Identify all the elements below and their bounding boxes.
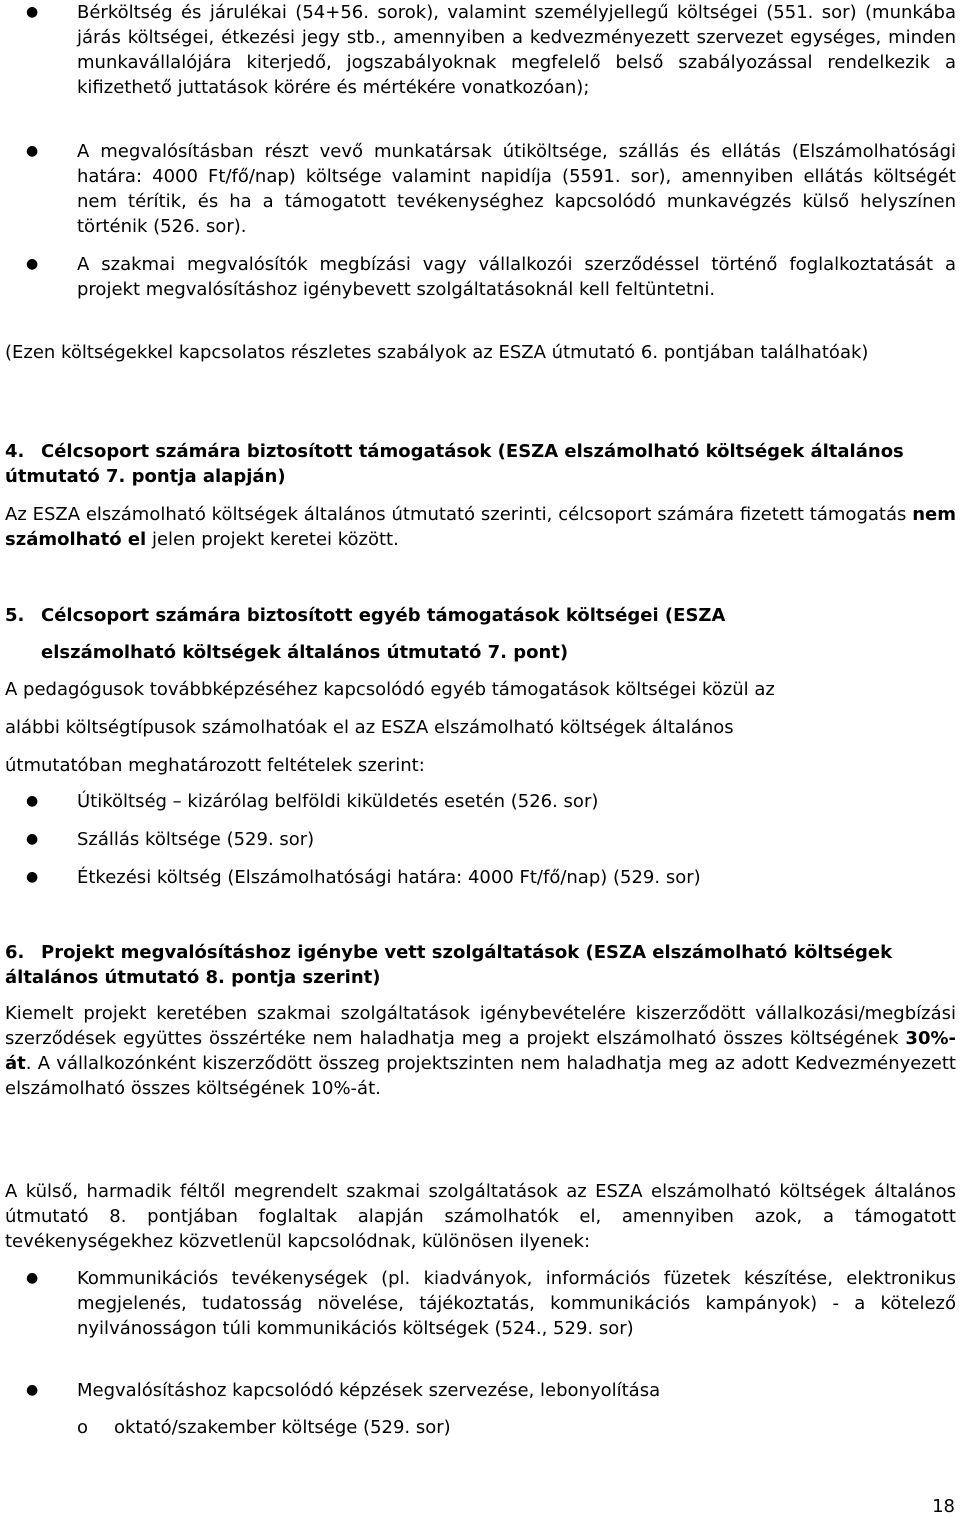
bullet-icon: ● bbox=[26, 869, 39, 885]
list-item: Kommunikációs tevékenységek (pl. kiadványok, információs füzetek készítése, elektronikus megjelenés, tudatosság növelése, tájékoztatás, kommunikációs kampányok) - a kötelező nyilvánosságon túli kommunikációs költségek (524., 529. sor) bbox=[77, 1268, 956, 1339]
section-5-heading-cont bbox=[5, 640, 956, 665]
body-text: . A vállalkozónként kiszerződött összeg projektszinten nem haladhatja meg az adott Kedvezményezett elszámolható összes költségének 10%-át. bbox=[5, 1053, 956, 1099]
section-6-heading bbox=[5, 940, 956, 990]
list-item: Étkezési költség (Elszámolhatósági határa: 4000 Ft/fő/nap) (529. sor) bbox=[77, 867, 701, 888]
body-emphasis: nem számolható el bbox=[5, 504, 956, 550]
section-title-line: elszámolható költségek általános útmutató 7. pont) bbox=[41, 642, 569, 663]
list-item: Megvalósításhoz kapcsolódó képzések szervezése, lebonyolítása bbox=[77, 1380, 661, 1401]
list-item: Útiköltség – kizárólag belföldi kiküldetés esetén (526. sor) bbox=[77, 791, 599, 812]
section-5-heading bbox=[5, 603, 956, 628]
body-text: jelen projekt keretei között. bbox=[151, 529, 399, 550]
body-text: Kiemelt projekt keretében szakmai szolgáltatások igénybevételére kiszerződött vállalkozási/megbízási szerződések együttes összértéke nem haladhatja meg a projekt elszámolható összes költségének bbox=[5, 1003, 956, 1049]
section-5-body-line: útmutatóban meghatározott feltételek szerint: bbox=[5, 755, 425, 776]
bullet-icon: ● bbox=[26, 256, 39, 272]
section-4-heading bbox=[5, 439, 956, 489]
section-5-body-line: A pedagógusok továbbképzéséhez kapcsolódó egyéb támogatások költségei közül az bbox=[5, 679, 775, 700]
section-number: 5. bbox=[5, 605, 25, 626]
section-number: 6. bbox=[5, 942, 25, 963]
bullet-icon: ● bbox=[26, 143, 39, 159]
list-item: A szakmai megvalósítók megbízási vagy vállalkozói szerződéssel történő foglalkoztatását a projekt megvalósításhoz igénybevett szolgáltatásoknál kell feltüntetni. bbox=[77, 254, 956, 300]
bullet-icon: ● bbox=[26, 1382, 39, 1398]
body-emphasis: 30%-át bbox=[5, 1028, 956, 1074]
sub-bullet-marker: o bbox=[77, 1417, 89, 1438]
section-4-body bbox=[5, 502, 956, 552]
note-paragraph: (Ezen költségekkel kapcsolatos részletes szabályok az ESZA útmutató 6. pontjában találhatóak) bbox=[5, 342, 869, 363]
bullet-icon: ● bbox=[26, 4, 39, 20]
section-title: Projekt megvalósításhoz igénybe vett szolgáltatások (ESZA elszámolható költségek általános útmutató 8. pontja szerint) bbox=[5, 942, 893, 988]
bullet-icon: ● bbox=[26, 793, 39, 809]
bullet-icon: ● bbox=[26, 831, 39, 847]
page-number: 18 bbox=[932, 1496, 955, 1517]
section-title-line: Célcsoport számára biztosított egyéb támogatások költségei (ESZA bbox=[41, 605, 726, 626]
section-6-paragraph-2: A külső, harmadik féltől megrendelt szakmai szolgáltatások az ESZA elszámolható költségek általános útmutató 8. pontjában foglaltak alapján számolhatók el, amennyiben azok, a támogatott tevékenységekhez közvetlenül kapcsolódnak, különösen ilyenek: bbox=[5, 1181, 956, 1252]
sub-list-item: oktató/szakember költsége (529. sor) bbox=[114, 1417, 451, 1438]
bullet-icon: ● bbox=[26, 1270, 39, 1286]
list-item: A megvalósításban részt vevő munkatársak útiköltsége, szállás és ellátás (Elszámolhatósági határa: 4000 Ft/fő/nap) költsége valamint napidíja (5591. sor), amennyiben ellátás költségét nem térítik, és ha a támogatott tevékenységhez kapcsolódó munkavégzés külső helyszínen történik (526. sor). bbox=[77, 141, 956, 237]
section-number: 4. bbox=[5, 441, 25, 462]
section-title: Célcsoport számára biztosított támogatások (ESZA elszámolható költségek általános útmutató 7. pontja alapján) bbox=[5, 441, 904, 487]
body-text: Az ESZA elszámolható költségek általános útmutató szerinti, célcsoport számára fizetett támogatás bbox=[5, 504, 907, 525]
list-item: Szállás költsége (529. sor) bbox=[77, 829, 315, 850]
list-item: Bérköltség és járulékai (54+56. sorok), valamint személyjellegű költségei (551. sor) (munkába járás költségei, étkezési jegy stb., amennyiben a kedvezményezett szervezet egységes, minden munkavállalójára kiterjedő, jogszabályoknak megfelelő belső szabályozással rendelkezik a kifizethető juttatások körére és mértékére vonatkozóan); bbox=[77, 2, 956, 98]
section-6-paragraph-1 bbox=[5, 1001, 956, 1101]
section-5-body-line: alábbi költségtípusok számolhatóak el az ESZA elszámolható költségek általános bbox=[5, 717, 734, 738]
